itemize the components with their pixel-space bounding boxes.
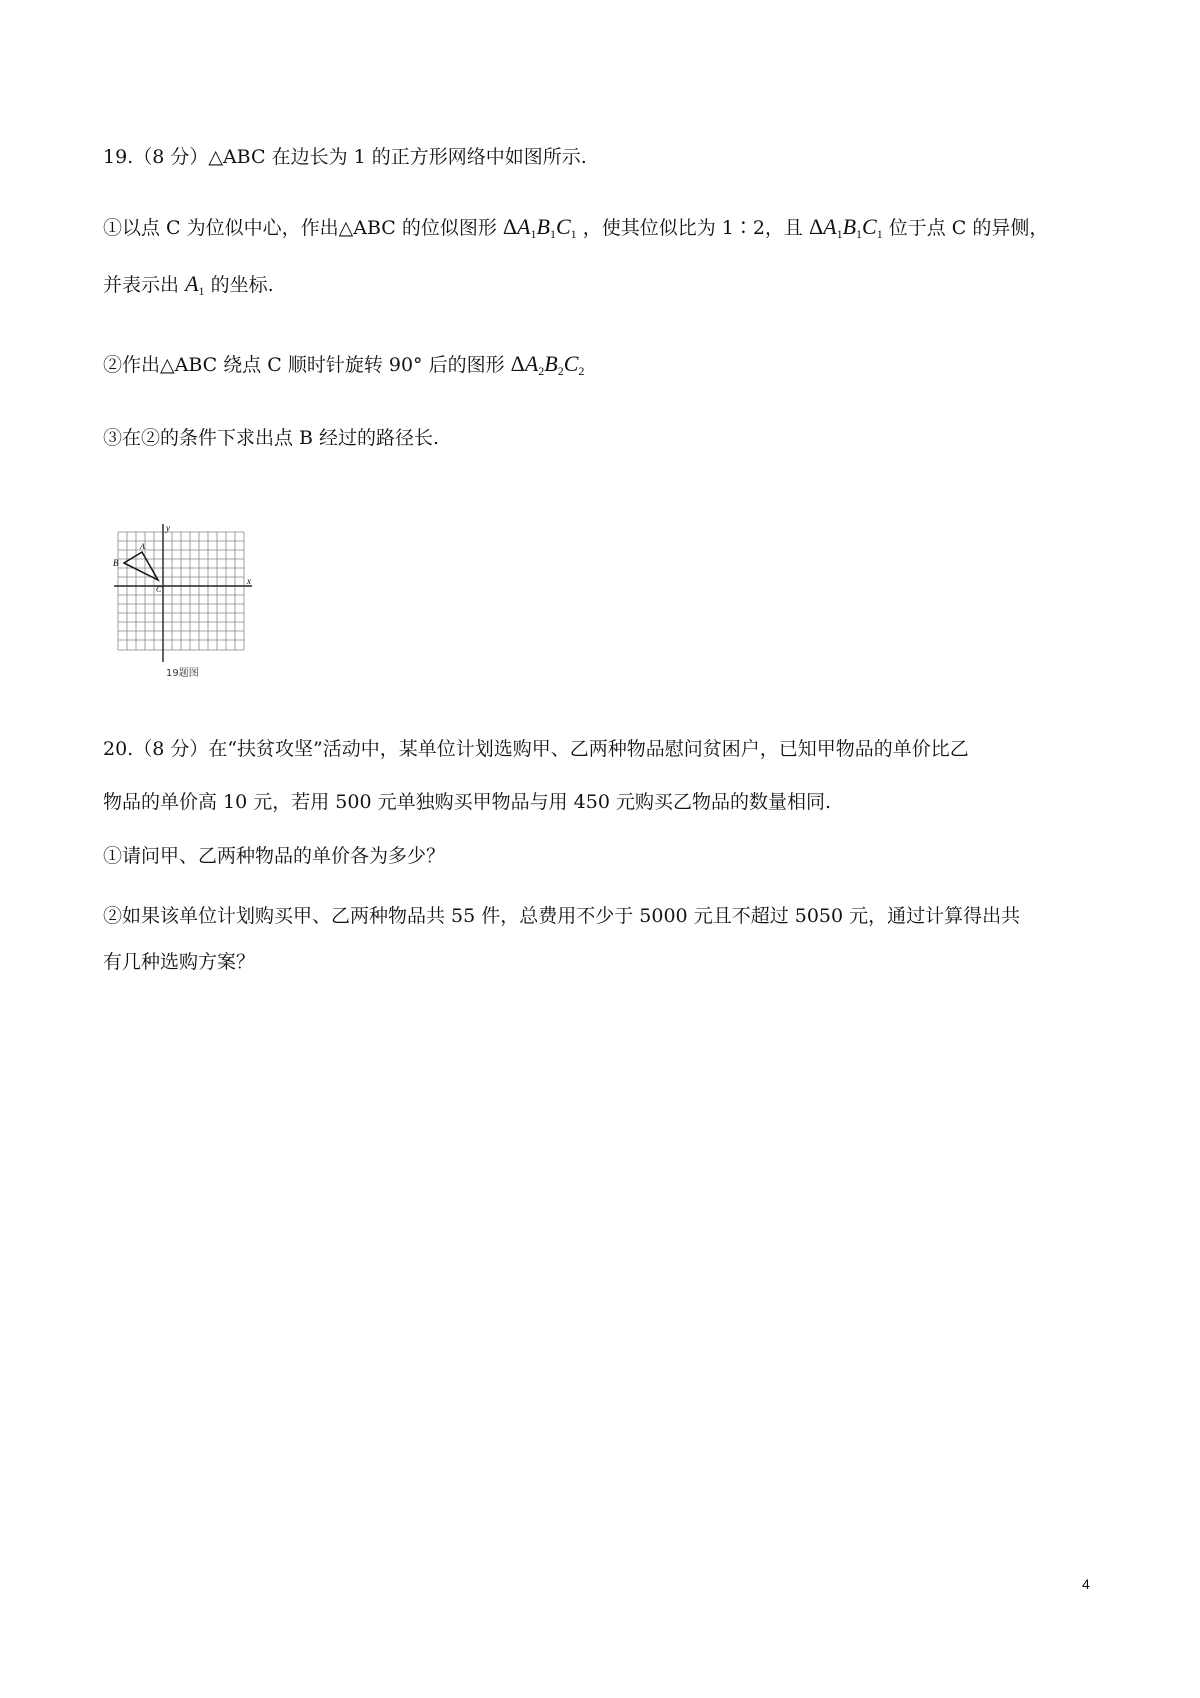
triangle-a2b2c2: $\Delta A_2B_2C_2$	[510, 351, 585, 378]
label-c: C	[156, 585, 162, 594]
page-number: 4	[1082, 1576, 1090, 1592]
triangle-a1b1c1-2: $\Delta A_1B_1C_1$	[808, 214, 883, 241]
label-y: y	[166, 523, 170, 533]
q20-line1: 20.（8 分）在“扶贫攻坚”活动中，某单位计划选购甲、乙两种物品慰问贫困户，已知甲物品的单价比乙	[103, 738, 969, 760]
q19-heading: 19.（8 分）△ABC 在边长为 1 的正方形网络中如图所示.	[103, 146, 587, 168]
grid-lines	[118, 532, 244, 650]
q19-part1-line2	[103, 270, 274, 305]
q19-part2	[103, 350, 584, 385]
figure-caption: 19题图	[166, 668, 199, 679]
q19-p1b-end: 的坐标.	[210, 274, 274, 296]
q19-part3: ③在②的条件下求出点 B 经过的路径长.	[103, 427, 440, 449]
q20-part1: ①请问甲、乙两种物品的单价各为多少？	[103, 845, 446, 867]
q19-grid-figure	[110, 522, 270, 682]
q19-p1-start: ①以点 C 为位似中心，作出△ABC 的位似图形	[103, 217, 497, 239]
label-x: x	[247, 576, 251, 586]
triangle-a1b1c1: $\Delta A_1B_1C_1$	[502, 214, 577, 241]
q19-p1-mid: ，使其位似比为 1∶2，且	[582, 217, 803, 239]
point-a1: $A_1$	[185, 271, 205, 298]
q19-p2-text: ②作出△ABC 绕点 C 顺时针旋转 90° 后的图形	[103, 354, 505, 376]
label-b: B	[113, 558, 119, 568]
q19-part1-line1	[103, 213, 1048, 248]
label-a: A	[140, 542, 145, 551]
triangle-abc	[124, 552, 158, 580]
q19-p1b-start: 并表示出	[103, 274, 180, 296]
q20-part2-line1: ②如果该单位计划购买甲、乙两种物品共 55 件，总费用不少于 5000 元且不超过 5050 元，通过计算得出共	[103, 905, 1021, 927]
q19-p1-end: 位于点 C 的异侧，	[888, 217, 1049, 239]
q20-part2-line2: 有几种选购方案？	[103, 951, 256, 973]
q20-line2: 物品的单价高 10 元，若用 500 元单独购买甲物品与用 450 元购买乙物品的数量相同.	[103, 791, 831, 813]
